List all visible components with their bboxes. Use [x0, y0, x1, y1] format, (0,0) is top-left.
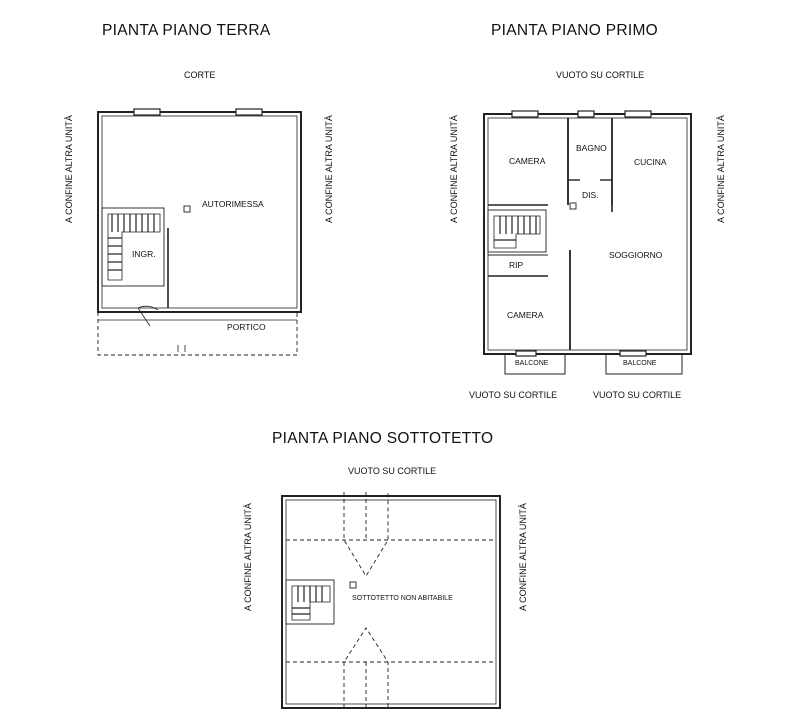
attic-top-label: VUOTO SU CORTILE	[348, 466, 437, 476]
ground-outer-wall	[98, 112, 301, 312]
attic-floor-title: PIANTA PIANO SOTTOTETTO	[272, 430, 494, 447]
first-window-2	[578, 111, 594, 117]
first-balcony-right-label: BALCONE	[623, 360, 657, 367]
attic-boundary-left: A CONFINE ALTRA UNITÀ	[243, 503, 253, 611]
first-room-cucina: CUCINA	[634, 157, 667, 167]
attic-boundary-right: A CONFINE ALTRA UNITÀ	[518, 503, 528, 611]
first-bottom-label-1: VUOTO SU CORTILE	[469, 390, 558, 400]
first-room-camera-1: CAMERA	[509, 156, 546, 166]
ground-stair	[102, 208, 164, 286]
first-boundary-right: A CONFINE ALTRA UNITÀ	[716, 115, 726, 223]
first-room-soggiorno: SOGGIORNO	[609, 250, 663, 260]
ground-boundary-left: A CONFINE ALTRA UNITÀ	[64, 115, 74, 223]
ground-window-left	[134, 109, 160, 115]
ground-corte-label: CORTE	[184, 70, 216, 80]
first-room-bagno: BAGNO	[576, 143, 607, 153]
first-window-1	[512, 111, 538, 117]
first-bottom-label-2: VUOTO SU CORTILE	[593, 390, 682, 400]
first-floor-title: PIANTA PIANO PRIMO	[491, 22, 659, 39]
ground-room-portico: PORTICO	[227, 322, 266, 332]
first-room-rip: RIP	[509, 260, 524, 270]
first-boundary-left: A CONFINE ALTRA UNITÀ	[449, 115, 459, 223]
ground-room-autorimessa: AUTORIMESSA	[202, 199, 264, 209]
ground-window-right	[236, 109, 262, 115]
attic-dormer-bottom	[344, 628, 388, 708]
first-room-camera-2: CAMERA	[507, 310, 544, 320]
ground-floor-plan	[98, 109, 301, 355]
first-balcony-left-label: BALCONE	[515, 360, 549, 367]
first-room-dis: DIS.	[582, 190, 599, 200]
ground-portico-outline	[98, 312, 297, 355]
ground-entrance-door	[138, 306, 158, 326]
ground-floor-title: PIANTA PIANO TERRA	[102, 22, 271, 39]
first-window-3	[625, 111, 651, 117]
attic-room-sottotetto: SOTTOTETTO NON ABITABILE	[352, 595, 453, 602]
first-top-label: VUOTO SU CORTILE	[556, 70, 645, 80]
ground-room-ingresso: INGR.	[132, 249, 156, 259]
ground-boundary-right: A CONFINE ALTRA UNITÀ	[324, 115, 334, 223]
